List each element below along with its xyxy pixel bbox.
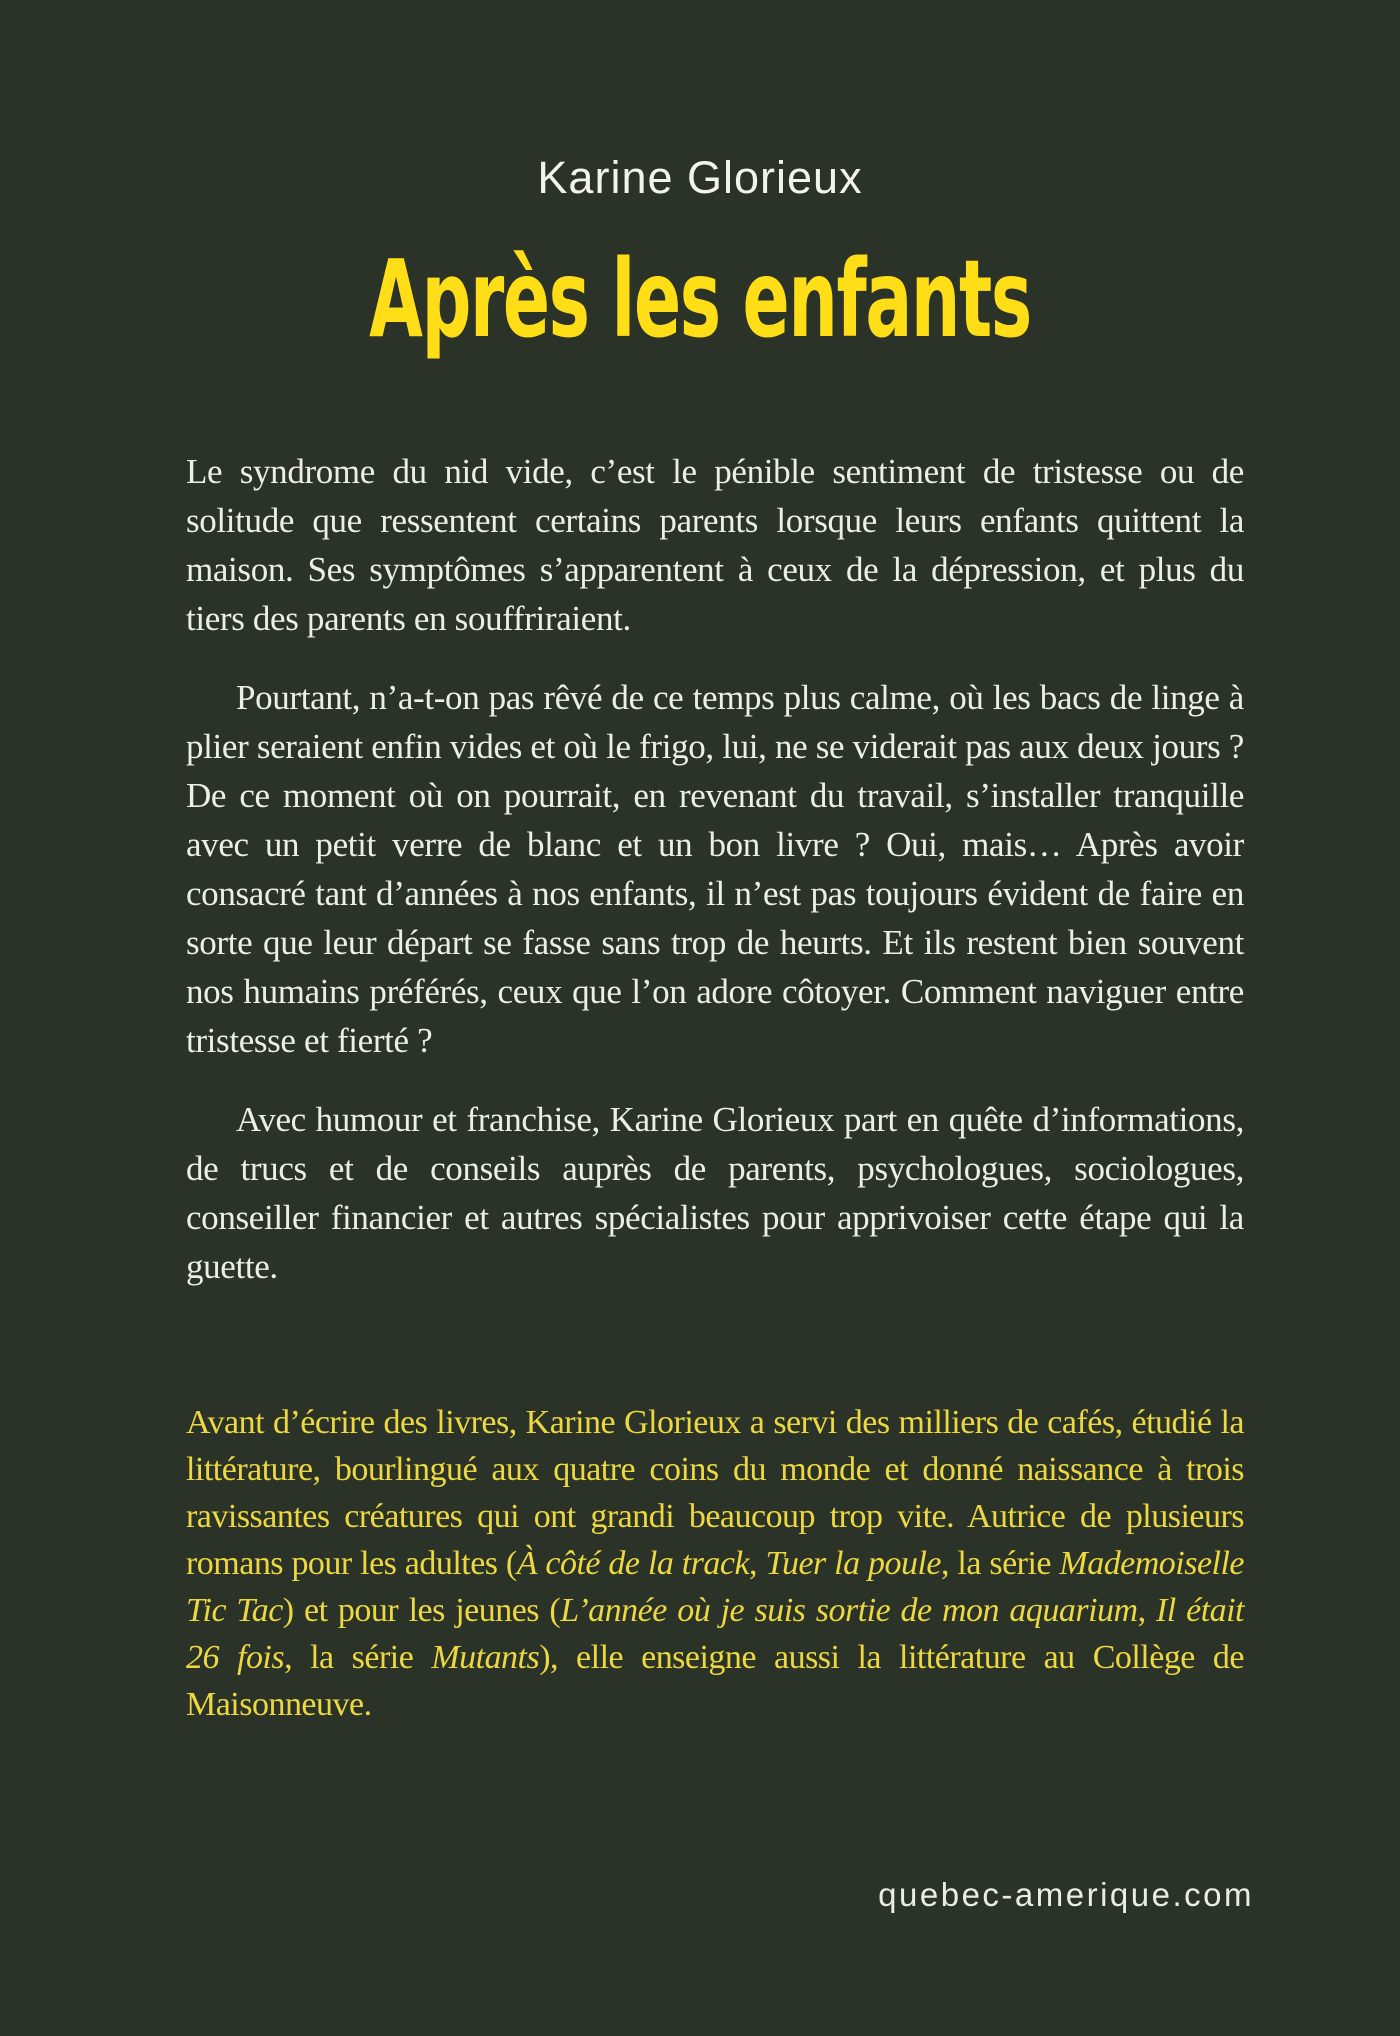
synopsis-paragraph: Avec humour et franchise, Karine Glorieux part en quête d’informations, de trucs et de conseils auprès de parents, psychologues, sociologues, conseiller financier et autres spécialistes pour apprivoiser cette étape qui la guette. (186, 1100, 1244, 1286)
synopsis-paragraph: Le syndrome du nid vide, c’est le pénible sentiment de tristesse ou de solitude que ressentent certains parents lorsque leurs enfants quittent la maison. Ses symptômes s’apparentent à ceux de la dépression, et plus du tiers des parents en souffriraient. (186, 452, 1244, 638)
book-title-text: Après les enfants (369, 238, 1031, 362)
synopsis-paragraph: Pourtant, n’a-t-on pas rêvé de ce temps plus calme, où les bacs de linge à plier seraient enfin vides et où le frigo, lui, ne se viderait pas aux deux jours ? De ce moment où on pourrait, en revenant du travail, s’installer tranquille avec un petit verre de blanc et un bon livre ? Oui, mais… Après avoir consacré tant d’années à nos enfants, il n’est pas toujours évident de faire en sorte que leur départ se fasse sans trop de heurts. Et ils restent bien souvent nos humains préférés, ceux que l’on adore côtoyer. Comment naviguer entre tristesse et fierté ? (186, 678, 1244, 1060)
synopsis (186, 447, 1244, 1728)
author-bio: Avant d’écrire des livres, Karine Glorieux a servi des milliers de cafés, étudié la littérature, bourlingué aux quatre coins du monde et donné naissance à trois ravissantes créatures qui ont grandi beaucoup trop vite. Autrice de plusieurs romans pour les adultes (À côté de la track, Tuer la poule, la série Mademoiselle Tic Tac) et pour les jeunes (L’année où je suis sortie de mon aquarium, Il était 26 fois, la série Mutants), elle enseigne aussi la littérature au Collège de Maisonneuve. (186, 1404, 1244, 1723)
cover-header (0, 148, 1400, 362)
book-title (0, 238, 1400, 362)
website-url: quebec-amerique.com (878, 1876, 1254, 1913)
author-name: Karine Glorieux (537, 152, 863, 203)
